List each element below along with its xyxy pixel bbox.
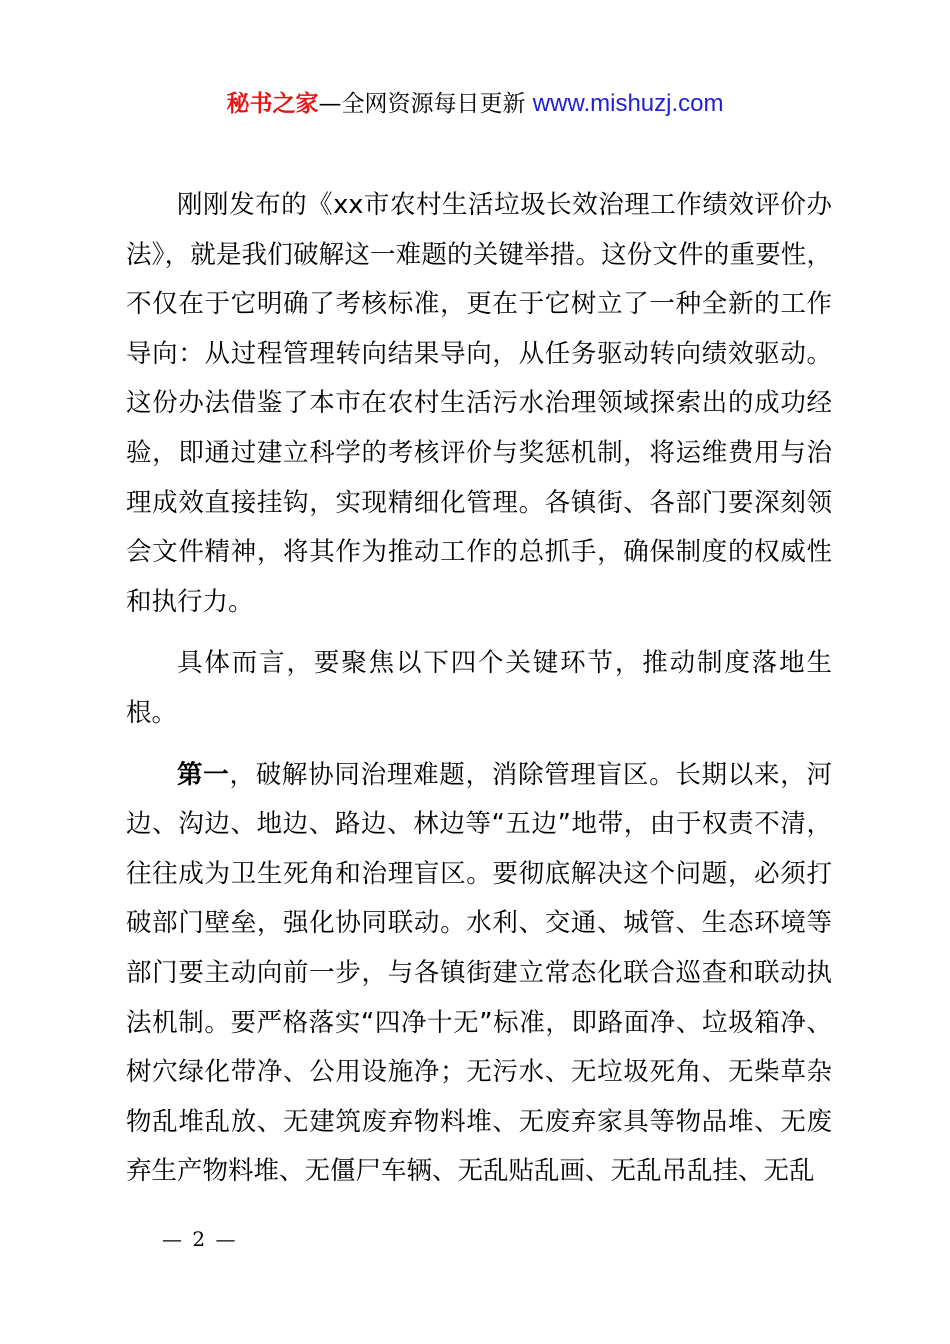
paragraph-2: 具体而言，要聚焦以下四个关键环节，推动制度落地生根。: [126, 648, 832, 728]
paragraph-3-text: ，破解协同治理难题，消除管理盲区。长期以来，河边、沟边、地边、路边、林边等“五边”地带，由于权责不清，往往成为卫生死角和治理盲区。要彻底解决这个问题，必须打破部门壁垒，强化协同联动。水利、交通、城管、生态环境等部门要主动向前一步，与各镇街建立常态化联合巡查和联动执法机制。要严格落实“四净十无”标准，即路面净、垃圾箱净、树穴绿化带净、公用设施净；无污水、无垃圾死角、无柴草杂物乱堆乱放、无建筑废弃物料堆、无废弃家具等物品堆、无废弃生产物料堆、无僵尸车辆、无乱贴乱画、无乱吊乱挂、无乱: [126, 759, 832, 1187]
brand-name: 秘书之家: [226, 91, 319, 117]
site-url-link[interactable]: www.mishuzj.com: [532, 90, 724, 117]
paragraph-3-lead: 第一: [177, 759, 230, 790]
site-header: [0, 86, 950, 122]
paragraph-3: [126, 751, 832, 1197]
document-body: [126, 181, 832, 1209]
paragraph-1: 刚刚发布的《xx市农村生活垃圾长效治理工作绩效评价办法》，就是我们破解这一难题的关键举措。这份文件的重要性，不仅在于它明确了考核标准，更在于它树立了一种全新的工作导向：从过程管理转向结果导向，从任务驱动转向绩效驱动。这份办法借鉴了本市在农村生活污水治理领域探索出的成功经验，即通过建立科学的考核评价与奖惩机制，将运维费用与治理成效直接挂钩，实现精细化管理。各镇街、各部门要深刻领会文件精神，将其作为推动工作的总抓手，确保制度的权威性和执行力。: [126, 190, 832, 617]
header-tagline: —全网资源每日更新: [318, 91, 533, 117]
page-number: — 2 —: [162, 1227, 238, 1251]
